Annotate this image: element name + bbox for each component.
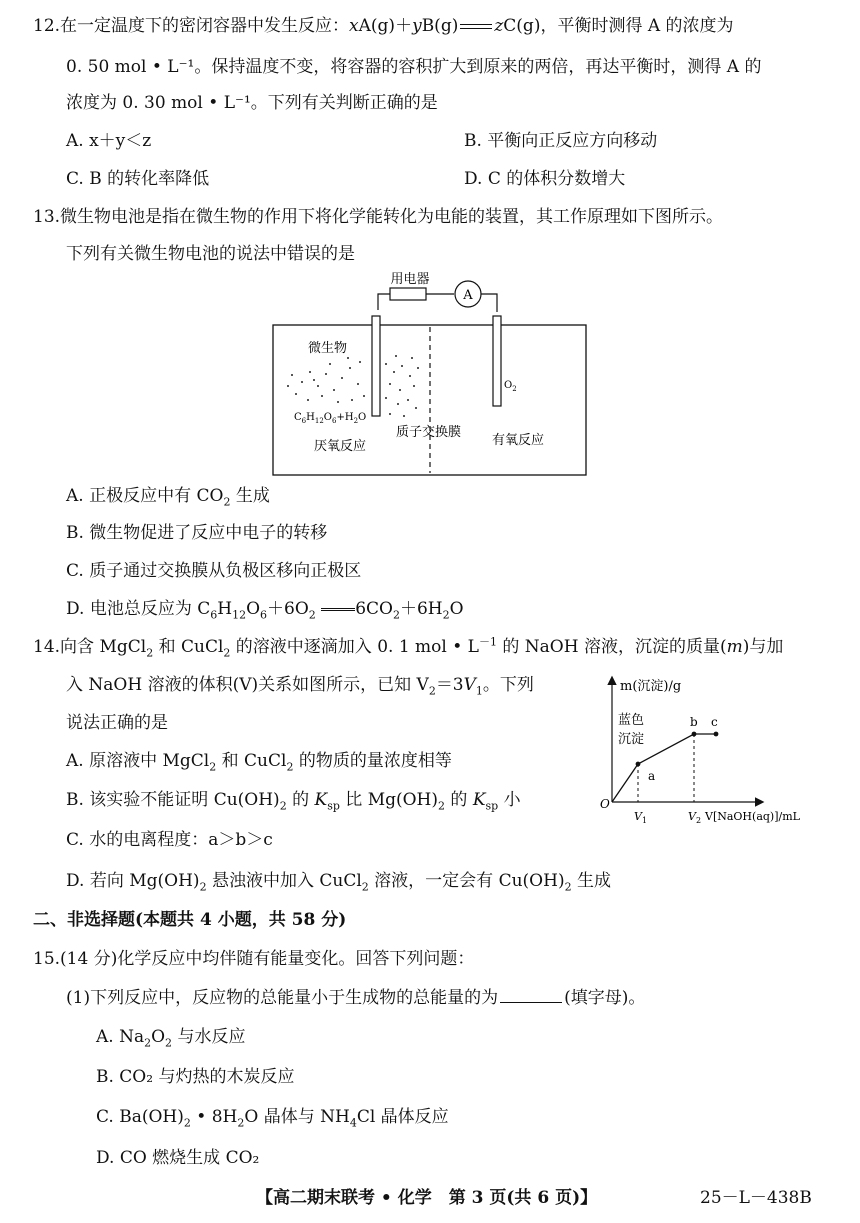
oxygen-formula: $O_2$ bbox=[504, 380, 517, 393]
point-c bbox=[714, 732, 719, 737]
blue-precipitate-label: 蓝色 bbox=[618, 713, 645, 728]
q13-option-d: D. 电池总反应为 $C_6H_{12}O_6+6O_2$ $6CO_2+6H_2O$ bbox=[66, 599, 464, 622]
q14-option-a: A. 原溶液中 MgCl$_2$ 和 CuCl$_2$ 的物质的量浓度相等 bbox=[66, 751, 452, 774]
q12-option-c: C. B 的转化率降低 bbox=[66, 169, 210, 189]
x-tick-v2: $V_2$ bbox=[688, 810, 702, 825]
q14-option-d: D. 若向 $Mg(OH)_2$ 悬浊液中加入 CuCl$_2$ 溶液，一定会有 $Cu(OH)_2$ 生成 bbox=[66, 871, 611, 894]
section-2-heading: 二、非选择题(本题共 4 小题，共 58 分) bbox=[33, 910, 347, 930]
footer-title: 【高二期末联考 • 化学 第 3 页(共 6 页)】 bbox=[256, 1188, 598, 1208]
q15-option-c: C. $Ba(OH)_2$ • $8H_2O$ 晶体与 $NH_4Cl$ 晶体反应 bbox=[96, 1107, 449, 1130]
ammeter-label: A bbox=[463, 288, 473, 303]
blue-precipitate-label-2: 沉淀 bbox=[618, 732, 645, 747]
y-axis-label: m(沉淀)/g bbox=[620, 679, 682, 694]
q13-option-c: C. 质子通过交换膜从负极区移向正极区 bbox=[66, 561, 362, 581]
anode-electrode bbox=[372, 316, 380, 416]
point-b-label: b bbox=[690, 715, 698, 729]
precipitate-mass-graph bbox=[592, 668, 830, 826]
answer-blank[interactable] bbox=[500, 986, 562, 1003]
q14-line1: 14.向含 MgCl$_2$ 和 CuCl$_2$ 的溶液中逐滴加入 0. 1 mol • $L^{-1}$ 的 NaOH 溶液，沉淀的质量(m)与加 bbox=[33, 635, 784, 660]
q15-option-d: D. CO 燃烧生成 CO₂ bbox=[96, 1148, 260, 1168]
q15-option-a: A. $Na_2O_2$ 与水反应 bbox=[96, 1027, 246, 1050]
x-axis-label: V[NaOH(aq)]/mL bbox=[705, 810, 800, 823]
q13-line1: 13.微生物电池是指在微生物的作用下将化学能转化为电能的装置，其工作原理如下图所示。 bbox=[33, 207, 724, 227]
point-a-label: a bbox=[648, 769, 656, 783]
q12-option-b: B. 平衡向正反应方向移动 bbox=[464, 131, 658, 151]
device-label: 用电器 bbox=[390, 272, 430, 287]
microbe-label: 微生物 bbox=[308, 341, 348, 356]
q12-line1: 12.在一定温度下的密闭容器中发生反应：xA(g)＋yB(g) zC(g)，平衡时测得 A 的浓度为 bbox=[33, 16, 734, 36]
q12-line3: 浓度为 0. 30 mol • L⁻¹。下列有关判断正确的是 bbox=[66, 93, 438, 113]
microbial-cell-diagram bbox=[260, 272, 600, 478]
origin-label: O bbox=[600, 797, 610, 811]
q15-option-b: B. CO₂ 与灼热的木炭反应 bbox=[96, 1067, 295, 1087]
q14-line3: 说法正确的是 bbox=[66, 713, 168, 733]
equilibrium-arrow-icon bbox=[460, 22, 492, 32]
q14-option-b: B. 该实验不能证明 $Cu(OH)_2$ 的 $K_{sp}$ 比 $Mg(OH)_2$ 的 $K_{sp}$ 小 bbox=[66, 790, 521, 813]
q15-sub1: (1)下列反应中，反应物的总能量小于生成物的总能量的为 (填字母)。 bbox=[66, 988, 646, 1008]
q14-option-c: C. 水的电离程度：a＞b＞c bbox=[66, 830, 273, 850]
q12-line2: 0. 50 mol • L⁻¹。保持温度不变，将容器的容积扩大到原来的两倍，再达平衡时，测得 A 的 bbox=[66, 57, 762, 77]
cathode-electrode bbox=[493, 316, 501, 406]
glucose-formula: $C_6H_{12}O_6+H_2O$ bbox=[294, 412, 367, 425]
q13-line2: 下列有关微生物电池的说法中错误的是 bbox=[66, 244, 355, 264]
membrane-label: 质子交换膜 bbox=[396, 425, 462, 440]
x-tick-v1: $V_1$ bbox=[634, 810, 648, 825]
q14-line2: 入 NaOH 溶液的体积(V)关系如图所示，已知 $V_2=3V_1$。下列 bbox=[66, 675, 534, 698]
q12-option-d: D. C 的体积分数增大 bbox=[464, 169, 626, 189]
point-c-label: c bbox=[711, 715, 718, 729]
q13-option-a: A. 正极反应中有 $CO_2$ 生成 bbox=[66, 486, 270, 509]
anaerobic-label: 厌氧反应 bbox=[314, 439, 367, 454]
q13-option-b: B. 微生物促进了反应中电子的转移 bbox=[66, 523, 328, 543]
aerobic-label: 有氧反应 bbox=[492, 433, 545, 448]
footer-code: 25－L－438B bbox=[700, 1188, 812, 1208]
q15-line1: 15.(14 分)化学反应中均伴随有能量变化。回答下列问题： bbox=[33, 949, 475, 969]
q12-option-a: A. x＋y＜z bbox=[66, 131, 152, 151]
